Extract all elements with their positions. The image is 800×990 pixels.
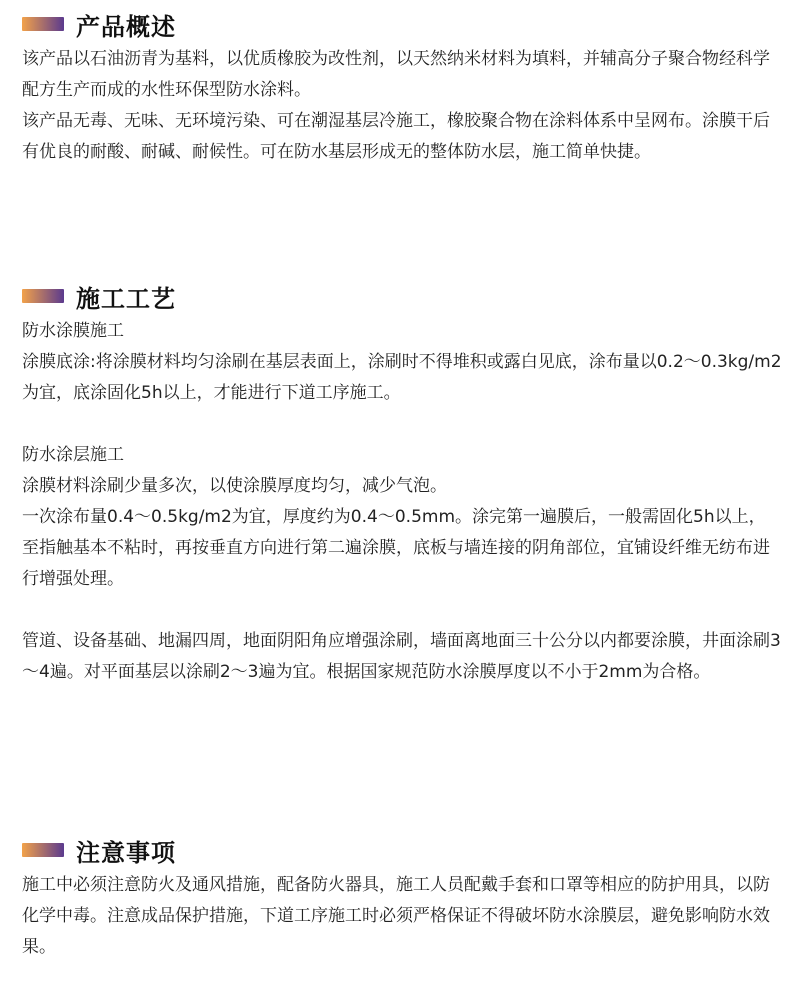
section-title: 注意事项 [76,838,176,867]
paragraph: 管道、设备基础、地漏四周，地面阴阳角应增强涂刷，墙面离地面三十公分以内都要涂膜，井面涂刷3～4遍。对平面基层以涂刷2～3遍为宜。根据国家规范防水涂膜厚度以不小于2mm为合格。 [22,631,781,682]
heading-accent-bar [22,843,64,857]
paragraph: 涂膜底涂:将涂膜材料均匀涂刷在基层表面上，涂刷时不得堆积或露白见底，涂布量以0.2～0.3kg/m2为宜，底涂固化5h以上，才能进行下道工序施工。 [22,352,782,403]
section-heading [22,276,782,316]
section-title: 产品概述 [76,12,176,41]
paragraph: 施工中必须注意防火及通风措施，配备防火器具，施工人员配戴手套和口罩等相应的防护用具，以防化学中毒。注意成品保护措施，下道工序施工时必须严格保证不得破坏防水涂膜层，避免影响防水效果。 [22,875,770,957]
section-construction-process [22,276,782,688]
spacer [22,595,782,626]
paragraph: 该产品以石油沥青为基料，以优质橡胶为改性剂，以天然纳米材料为填料，并辅高分子聚合物经科学配方生产而成的水性环保型防水涂料。 [22,49,770,100]
section-product-overview [22,4,782,168]
paragraph: 涂膜材料涂刷少量多次，以使涂膜厚度均匀，减少气泡。 [22,476,447,496]
heading-accent-bar [22,17,64,31]
spacer [22,409,782,440]
heading-accent-bar [22,289,64,303]
subheading: 防水涂膜施工 [22,321,124,341]
section-precautions [22,830,782,963]
paragraph: 一次涂布量0.4～0.5kg/m2为宜，厚度约为0.4～0.5mm。涂完第一遍膜后，一般需固化5h以上，至指触基本不粘时，再按垂直方向进行第二遍涂膜，底板与墙连接的阴角部位，宜铺设纤维无纺布进行增强处理。 [22,507,770,589]
section-heading [22,830,782,870]
paragraph: 该产品无毒、无味、无环境污染、可在潮湿基层冷施工，橡胶聚合物在涂料体系中呈网布。涂膜干后有优良的耐酸、耐碱、耐候性。可在防水基层形成无的整体防水层，施工简单快捷。 [22,111,770,162]
section-heading [22,4,782,44]
section-title: 施工工艺 [76,284,176,313]
subheading: 防水涂层施工 [22,445,124,465]
